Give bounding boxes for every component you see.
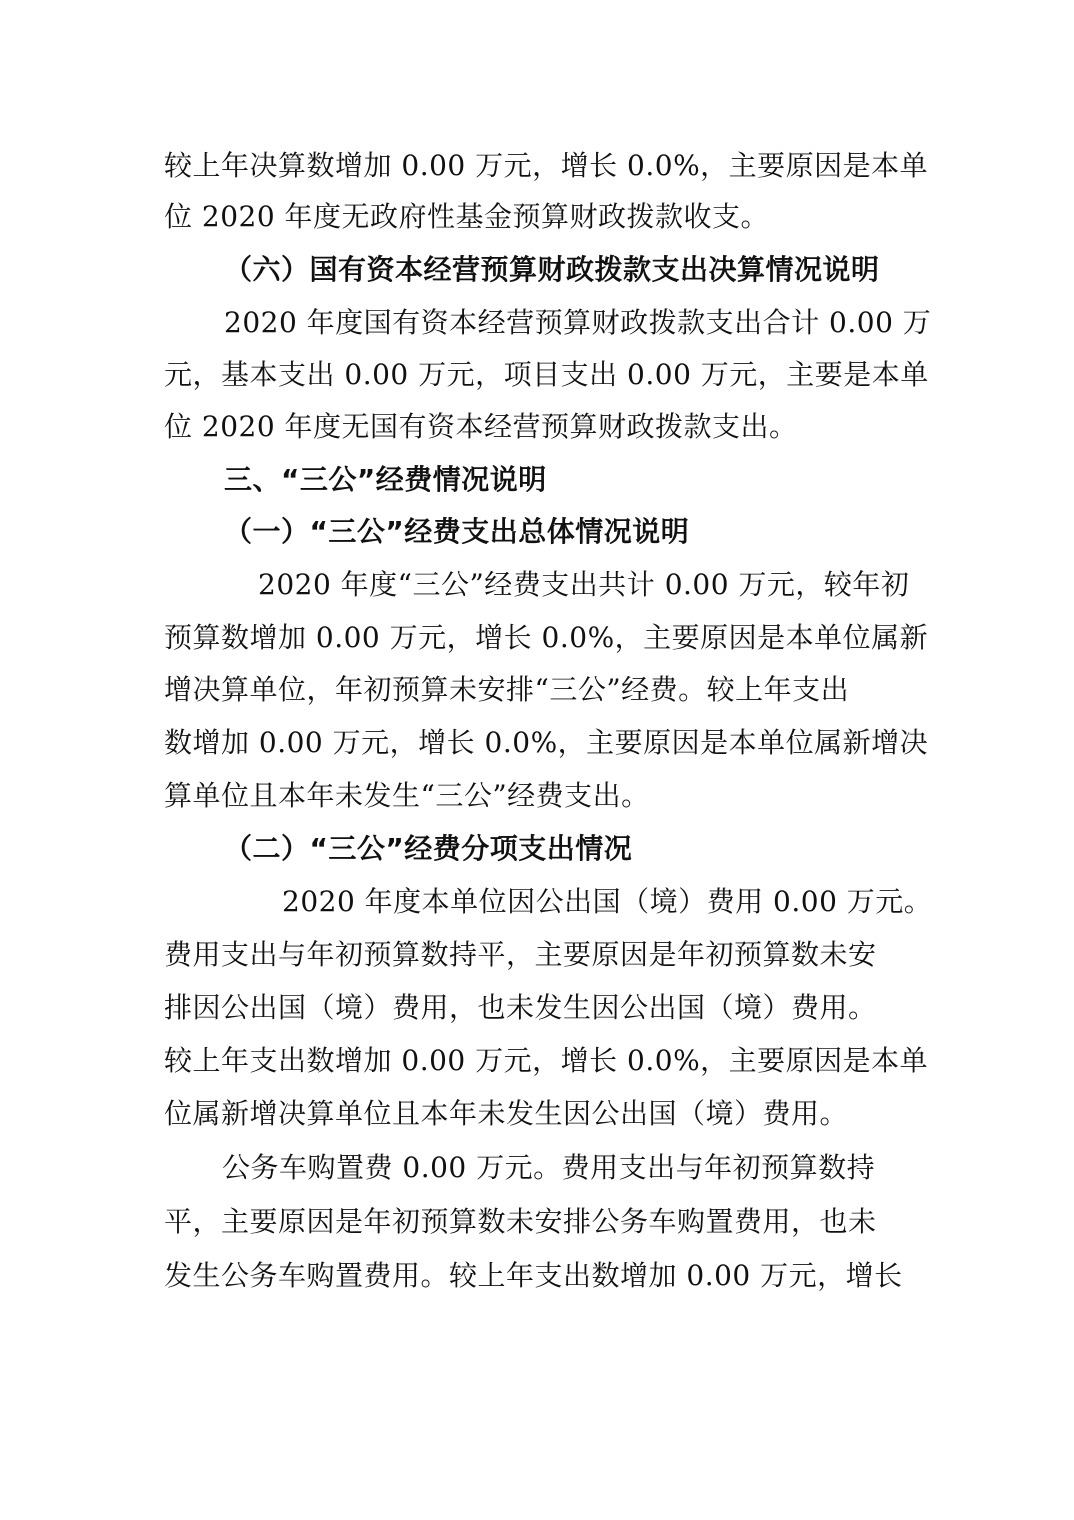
paragraph-line: 数增加 0.00 万元，增长 0.0%，主要原因是本单位属新增决 bbox=[164, 726, 929, 759]
section-heading: （二）“三公”经费分项支出情况 bbox=[224, 832, 633, 865]
paragraph-line: 费用支出与年初预算数持平，主要原因是年初预算数未安 bbox=[164, 938, 877, 971]
paragraph-line: 排因公出国（境）费用，也未发生因公出国（境）费用。 bbox=[164, 991, 877, 1024]
paragraph-line: 2020 年度“三公”经费支出共计 0.00 万元，较年初 bbox=[258, 568, 910, 601]
paragraph-line: 位 2020 年度无国有资本经营预算财政拨款支出。 bbox=[164, 410, 798, 443]
paragraph-line: 2020 年度本单位因公出国（境）费用 0.00 万元。 bbox=[282, 885, 933, 918]
paragraph-line: 较上年支出数增加 0.00 万元，增长 0.0%，主要原因是本单 bbox=[164, 1044, 929, 1077]
section-heading: （六）国有资本经营预算财政拨款支出决算情况说明 bbox=[224, 253, 880, 286]
paragraph-line: 增决算单位，年初预算未安排“三公”经费。较上年支出 bbox=[164, 673, 850, 706]
paragraph-line: 平，主要原因是年初预算数未安排公务车购置费用，也未 bbox=[164, 1205, 877, 1238]
paragraph-line: 位 2020 年度无政府性基金预算财政拨款收支。 bbox=[164, 200, 770, 233]
section-heading: （一）“三公”经费支出总体情况说明 bbox=[224, 515, 690, 548]
paragraph-line: 算单位且本年未发生“三公”经费支出。 bbox=[164, 779, 650, 812]
paragraph-line: 较上年决算数增加 0.00 万元，增长 0.0%，主要原因是本单 bbox=[164, 149, 929, 182]
paragraph-line: 元，基本支出 0.00 万元，项目支出 0.00 万元，主要是本单 bbox=[164, 358, 929, 391]
paragraph-line: 发生公务车购置费用。较上年支出数增加 0.00 万元，增长 bbox=[164, 1259, 903, 1292]
paragraph-line: 位属新增决算单位且本年未发生因公出国（境）费用。 bbox=[164, 1097, 849, 1130]
section-heading: 三、“三公”经费情况说明 bbox=[224, 463, 547, 496]
paragraph-line: 预算数增加 0.00 万元，增长 0.0%，主要原因是本单位属新 bbox=[164, 621, 929, 654]
paragraph-line: 公务车购置费 0.00 万元。费用支出与年初预算数持 bbox=[222, 1151, 876, 1184]
paragraph-line: 2020 年度国有资本经营预算财政拨款支出合计 0.00 万 bbox=[224, 306, 932, 339]
